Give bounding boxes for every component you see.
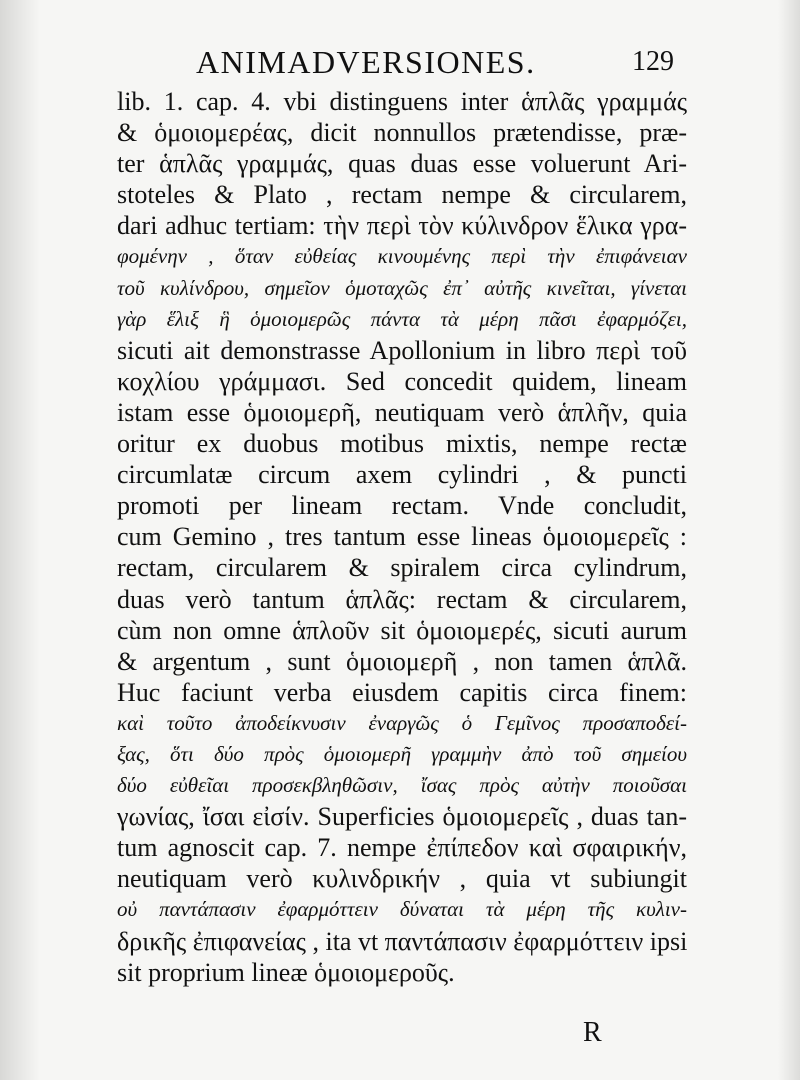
text-line: οὐ παντάπασιν ἐφαρμόττειν δύναται τὰ μέρη τῆς κυλιν- xyxy=(117,897,687,922)
text-line: ter ἁπλᾶς γραμμάς, quas duas esse voluerunt Ari- xyxy=(117,149,687,179)
text-line: sit proprium lineæ ὁμοιομεροῦς. xyxy=(117,957,455,987)
text-line: φομένην , ὅταν εὐθείας κινουμένης περὶ τὴν ἐπιφάνειαν xyxy=(117,244,687,269)
text-line: neutiquam verò κυλινδρικήν , quia vt subiungit xyxy=(117,864,687,894)
text-line: γὰρ ἕλιξ ἣ ὁμοιομερῶς πάντα τὰ μέρη πᾶσι ἐφαρμόζει, xyxy=(117,306,687,331)
text-line: rectam, circularem & spiralem circa cylindrum, xyxy=(117,553,687,583)
text-line: circumlatæ circum axem cylindri , & puncti xyxy=(117,460,687,490)
text-line: ξας, ὅτι δύο πρὸς ὁμοιομερῆ γραμμὴν ἀπὸ τοῦ σημείου xyxy=(117,741,687,766)
page-number: 129 xyxy=(632,46,674,77)
text-line: tum agnoscit cap. 7. nempe ἐπίπεδον καὶ σφαιρικήν, xyxy=(117,833,687,863)
text-line: dari adhuc tertiam: τὴν περὶ τὸν κύλινδρον ἕλικα γρα- xyxy=(117,211,687,241)
text-line: δύο εὐθεῖαι προσεκβληθῶσιν, ἴσας πρὸς αὐτὴν ποιοῦσαι xyxy=(117,773,687,798)
text-line: promoti per lineam rectam. Vnde concludit, xyxy=(117,491,687,521)
text-line: sicuti ait demonstrasse Apollonium in libro περὶ τοῦ xyxy=(117,335,687,365)
text-line: καὶ τοῦτο ἀποδείκνυσιν ἐναργῶς ὁ Γεμῖνος προσαποδεί- xyxy=(117,710,687,735)
page-title: ANIMADVERSIONES. xyxy=(196,44,536,80)
text-line: cùm non omne ἁπλοῦν sit ὁμοιομερές, sicuti aurum xyxy=(117,615,687,645)
body-text xyxy=(117,86,687,988)
running-head xyxy=(0,42,800,82)
text-line: & ὁμοιομερέας, dicit nonnullos prætendisse, præ- xyxy=(117,118,687,148)
text-line: κοχλίου γράμμασι. Sed concedit quidem, lineam xyxy=(117,366,687,396)
text-line: lib. 1. cap. 4. vbi distinguens inter ἁπλᾶς γραμμάς xyxy=(117,87,687,116)
text-line: stoteles & Plato , rectam nempe & circularem, xyxy=(117,180,687,210)
text-line: duas verò tantum ἁπλᾶς: rectam & circularem, xyxy=(117,584,687,614)
text-line: oritur ex duobus motibus mixtis, nempe rectæ xyxy=(117,429,687,459)
text-line: Huc faciunt verba eiusdem capitis circa finem: xyxy=(117,677,687,707)
text-line: istam esse ὁμοιομερῆ, neutiquam verò ἁπλῆν, quia xyxy=(117,397,687,427)
text-line: δρικῆς ἐπιφανείας , ita vt παντάπασιν ἐφαρμόττειν ipsi xyxy=(117,926,688,956)
catchword: R xyxy=(583,1017,602,1048)
text-line: & argentum , sunt ὁμοιομερῆ , non tamen ἁπλᾶ. xyxy=(117,646,687,676)
text-line: γωνίας, ἴσαι εἰσίν. Superficies ὁμοιομερεῖς , duas tan- xyxy=(117,802,687,832)
text-line: cum Gemino , tres tantum esse lineas ὁμοιομερεῖς : xyxy=(117,522,687,552)
text-line: τοῦ κυλίνδρου, σημεῖον ὁμοταχῶς ἐπ᾽ αὐτῆς κινεῖται, γίνεται xyxy=(117,275,687,300)
